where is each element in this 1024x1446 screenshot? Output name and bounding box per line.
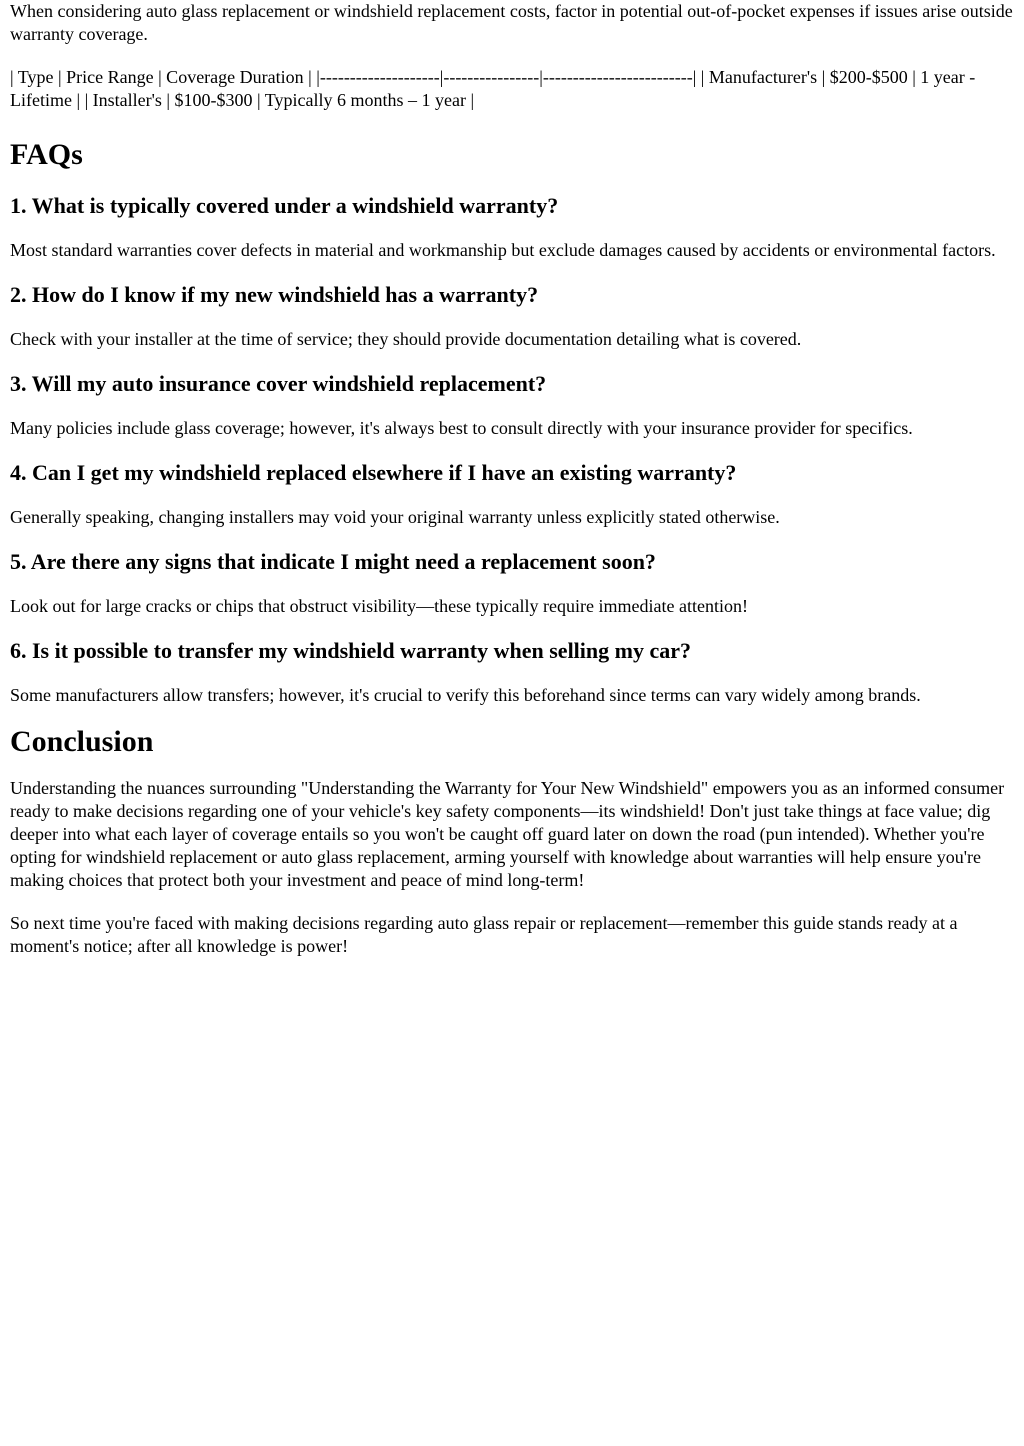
faq-answer: Many policies include glass coverage; however, it's always best to consult directly with your insurance provider for specifics. (10, 418, 913, 438)
faq-question: 4. Can I get my windshield replaced elsewhere if I have an existing warranty? (10, 460, 737, 485)
faq-answer: Most standard warranties cover defects in material and workmanship but exclude damages caused by accidents or environmental factors. (10, 240, 996, 260)
faq-item (10, 637, 1014, 707)
faq-answer: Look out for large cracks or chips that obstruct visibility—these typically require immediate attention! (10, 596, 748, 616)
conclusion-paragraph: So next time you're faced with making decisions regarding auto glass repair or replacement—remember this guide stands ready at a moment's notice; after all knowledge is power! (10, 913, 958, 956)
faq-question: 5. Are there any signs that indicate I might need a replacement soon? (10, 549, 656, 574)
faq-answer: Some manufacturers allow transfers; however, it's crucial to verify this beforehand since terms can vary widely among brands. (10, 685, 921, 705)
faq-item (10, 370, 1014, 440)
conclusion-paragraph: Understanding the nuances surrounding "Understanding the Warranty for Your New Windshield" empowers you as an informed consumer ready to make decisions regarding one of your vehicle's key safety components—its windshield! Don't just take things at face value; dig deeper into what each layer of coverage entails so you won't be caught off guard later on down the road (pun intended). Whether you're opting for windshield replacement or auto glass replacement, arming yourself with knowledge about warranties will help ensure you're making choices that protect both your investment and peace of mind long-term! (10, 778, 1005, 890)
faq-question: 2. How do I know if my new windshield has a warranty? (10, 282, 539, 307)
intro-paragraph: When considering auto glass replacement or windshield replacement costs, factor in potential out-of-pocket expenses if issues arise outside warranty coverage. (10, 1, 1013, 44)
faq-answer: Check with your installer at the time of service; they should provide documentation detailing what is covered. (10, 329, 802, 349)
faq-item (10, 459, 1014, 529)
pricing-table-text: | Type | Price Range | Coverage Duration | |--------------------|----------------|-------------------------| | Manufacturer's | $200-$500 | 1 year - Lifetime | | Installer's | $100-$300 | Typically 6 months – 1 year | (10, 67, 976, 110)
faq-item (10, 192, 1014, 262)
faq-list (10, 192, 1014, 707)
faq-item (10, 548, 1014, 618)
faq-question: 1. What is typically covered under a windshield warranty? (10, 193, 559, 218)
faq-answer: Generally speaking, changing installers may void your original warranty unless explicitly stated otherwise. (10, 507, 780, 527)
faq-question: 6. Is it possible to transfer my windshield warranty when selling my car? (10, 638, 691, 663)
faq-item (10, 281, 1014, 351)
conclusion-heading: Conclusion (10, 725, 154, 758)
faqs-heading: FAQs (10, 138, 83, 171)
faq-question: 3. Will my auto insurance cover windshield replacement? (10, 371, 547, 396)
